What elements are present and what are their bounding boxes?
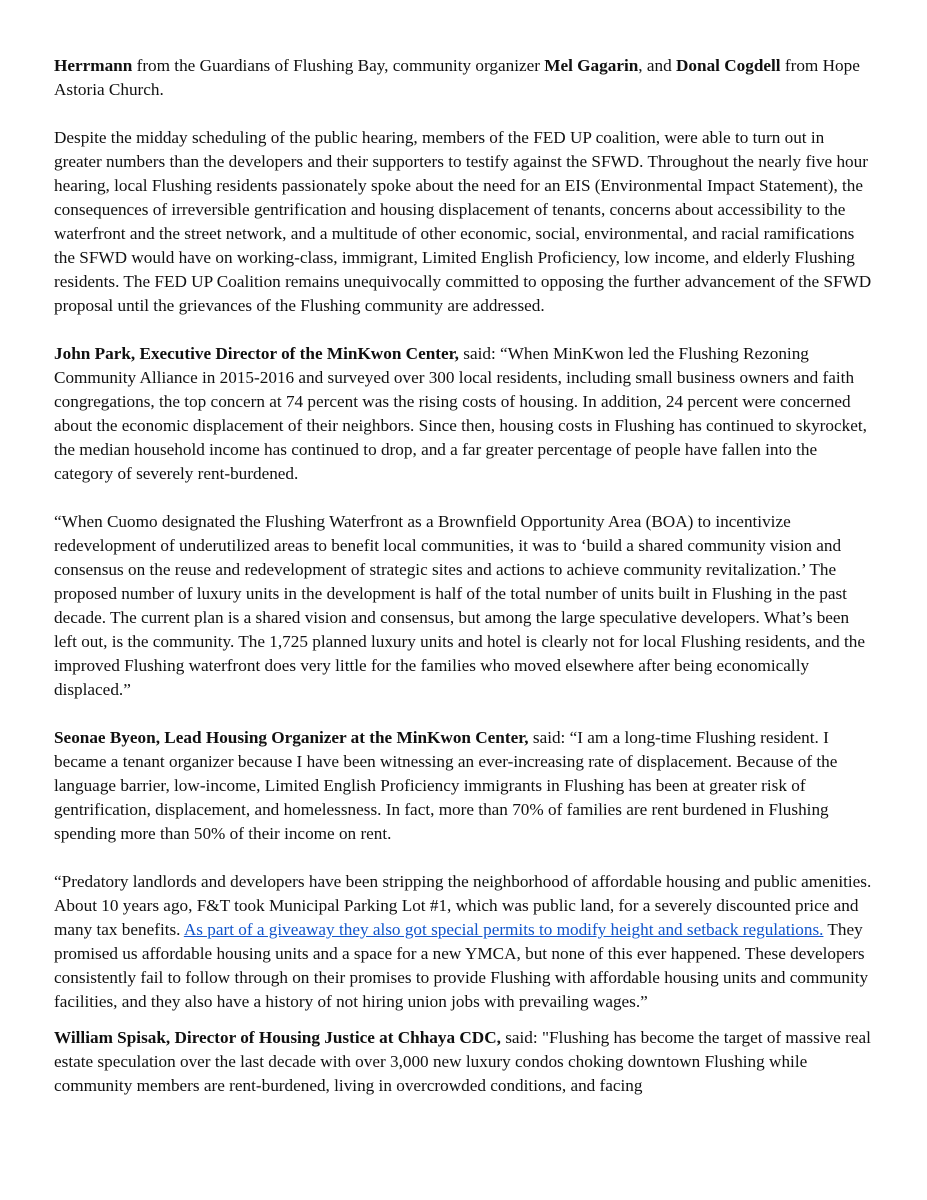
speaker-william-spisak: William Spisak, Director of Housing Justice at Chhaya CDC, [54,1028,501,1047]
text-segment: , and [638,56,677,75]
quote-text: “Predatory landlords and developers have been stripping the neighborhood of affordable housing and public amenities. About 10 years ago, F&T took Municipal Parking Lot #1, which was public land, for a severely discounted price and many tax benefits. [54,872,872,939]
document-page [54,54,876,1122]
name-mel-gagarin: Mel Gagarin [544,56,639,75]
paragraph-predatory-landlords-quote [54,870,876,1014]
speaker-john-park: John Park, Executive Director of the MinKwon Center, [54,344,459,363]
paragraph-organizers [54,54,876,102]
text-segment: from the Guardians of Flushing Bay, community organizer [132,56,545,75]
special-permits-link[interactable]: As part of a giveaway they also got special permits to modify height and setback regulations. [183,920,824,939]
name-herrmann: Herrmann [54,56,133,75]
paragraph-cuomo-boa-quote: “When Cuomo designated the Flushing Waterfront as a Brownfield Opportunity Area (BOA) to incentivize redevelopment of underutilized areas to benefit local communities, it was to ‘build a shared community vision and consensus on the reuse and redevelopment of strategic sites and actions to achieve community revitalization.’ The proposed number of luxury units in the development is half of the total number of units built in Flushing in the past decade. The current plan is a shared vision and consensus, but among the large speculative developers. What’s been left out, is the community. The 1,725 planned luxury units and hotel is clearly not for local Flushing residents, and the improved Flushing waterfront does very little for the families who moved elsewhere after being economically displaced.” [54,512,866,699]
quote-text: said: "Flushing has become the target of massive real estate speculation over the last decade with over 3,000 new luxury condos choking downtown Flushing while community members are rent-burdened, living in overcrowded conditions, and facing [54,1028,871,1095]
paragraph-john-park-quote [54,342,876,486]
name-donal-cogdell: Donal Cogdell [676,56,781,75]
speaker-seonae-byeon: Seonae Byeon, Lead Housing Organizer at the MinKwon Center, [54,728,529,747]
paragraph-seonae-byeon-quote [54,726,876,846]
quote-text: They promised us affordable housing units and a space for a new YMCA, but none of this ever happened. These developers consistently fail to follow through on their promises to provide Flushing with affordable housing units and community facilities, and they also have a history of not hiring union jobs with prevailing wages.” [54,920,869,1011]
paragraph-william-spisak-quote [54,1026,876,1098]
paragraph-hearing-summary: Despite the midday scheduling of the public hearing, members of the FED UP coalition, were able to turn out in greater numbers than the developers and their supporters to testify against the SFWD. Throughout the nearly five hour hearing, local Flushing residents passionately spoke about the need for an EIS (Environmental Impact Statement), the consequences of irreversible gentrification and housing displacement of tenants, concerns about accessibility to the waterfront and the street network, and a multitude of other economic, social, environmental, and racial ramifications the SFWD would have on working-class, immigrant, Limited English Proficiency, low income, and elderly Flushing residents. The FED UP Coalition remains unequivocally committed to opposing the further advancement of the SFWD proposal until the grievances of the Flushing community are addressed. [54,128,872,315]
text-segment: from Hope Astoria Church. [54,56,860,99]
quote-text: said: “I am a long-time Flushing resident. I became a tenant organizer because I have been witnessing an ever-increasing rate of displacement. Because of the language barrier, low-income, Limited English Proficiency immigrants in Flushing has been at greater risk of gentrification, displacement, and homelessness. In fact, more than 70% of families are rent burdened in Flushing spending more than 50% of their income on rent. [54,728,838,843]
quote-text: said: “When MinKwon led the Flushing Rezoning Community Alliance in 2015-2016 and surveyed over 300 local residents, including small business owners and faith congregations, the top concern at 74 percent was the rising costs of housing. In addition, 24 percent were concerned about the economic displacement of their neighbors. Since then, housing costs in Flushing has continued to skyrocket, the median household income has continued to drop, and a far greater percentage of people have fallen into the category of severely rent-burdened. [54,344,867,483]
